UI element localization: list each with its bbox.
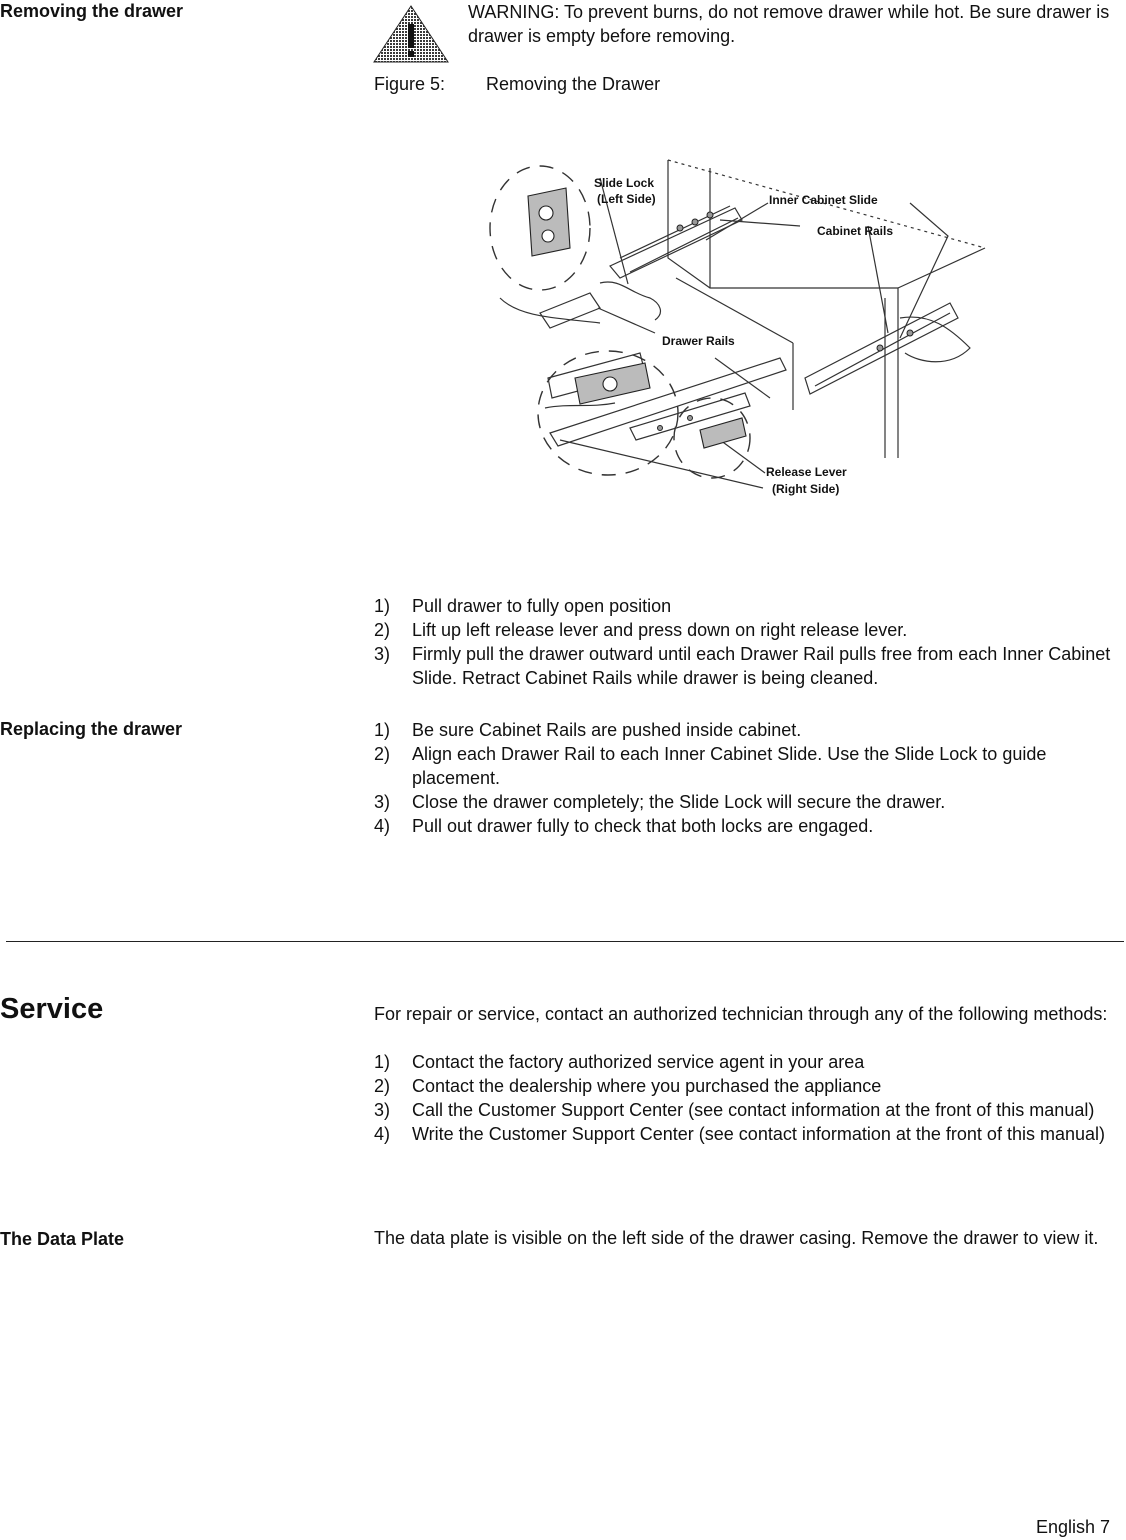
label-inner-cabinet-slide: Inner Cabinet Slide — [769, 193, 878, 207]
step-text: Align each Drawer Rail to each Inner Cabinet Slide. Use the Slide Lock to guide placement. — [412, 744, 1047, 788]
label-drawer-rails: Drawer Rails — [662, 334, 735, 348]
list-item — [374, 718, 1114, 742]
label-left-side: (Left Side) — [597, 192, 656, 206]
figure-title: Removing the Drawer — [486, 74, 661, 94]
figure-number: Figure 5: — [374, 74, 446, 94]
list-item — [374, 742, 1114, 790]
step-text: Firmly pull the drawer outward until each Drawer Rail pulls free from each Inner Cabinet Slide. Retract Cabinet Rails while drawer is being cleaned. — [412, 644, 1111, 688]
data-plate-heading: The Data Plate — [0, 1229, 125, 1249]
removing-steps-list — [374, 594, 1114, 690]
label-right-side: (Right Side) — [772, 482, 840, 496]
step-text: Pull out drawer fully to check that both locks are engaged. — [412, 816, 874, 836]
list-item — [374, 790, 1114, 814]
step-number: 4) — [374, 1124, 391, 1144]
step-text: Contact the factory authorized service agent in your area — [412, 1052, 865, 1072]
step-text: Close the drawer completely; the Slide Lock will secure the drawer. — [412, 792, 946, 812]
page-footer: English 7 — [1035, 1517, 1110, 1537]
step-text: Lift up left release lever and press down on right release lever. — [412, 620, 908, 640]
warning-text: WARNING: To prevent burns, do not remove drawer while hot. Be sure drawer is drawer is empty before removing. — [468, 2, 1110, 46]
step-number: 3) — [374, 1100, 391, 1120]
step-number: 2) — [374, 620, 391, 640]
step-text: Pull drawer to fully open position — [412, 596, 672, 616]
replacing-steps-list — [374, 718, 1114, 838]
step-number: 1) — [374, 720, 391, 740]
step-number: 4) — [374, 816, 391, 836]
list-item — [374, 814, 1114, 838]
step-number: 2) — [374, 744, 391, 764]
list-item — [374, 1050, 1114, 1074]
list-item — [374, 1122, 1114, 1146]
service-intro: For repair or service, contact an authorized technician through any of the following methods: — [374, 1004, 1108, 1024]
service-heading: Service — [0, 993, 104, 1025]
step-text: Be sure Cabinet Rails are pushed inside cabinet. — [412, 720, 802, 740]
step-text: Call the Customer Support Center (see contact information at the front of this manual) — [412, 1100, 1095, 1120]
figure-caption — [374, 72, 660, 96]
label-cabinet-rails: Cabinet Rails — [817, 224, 894, 238]
data-plate-text: The data plate is visible on the left side of the drawer casing. Remove the drawer to view it. — [374, 1228, 1099, 1248]
step-number: 2) — [374, 1076, 391, 1096]
step-text: Contact the dealership where you purchased the appliance — [412, 1076, 882, 1096]
list-item — [374, 594, 1114, 618]
drawer-removal-illustration — [480, 148, 1000, 520]
removing-drawer-heading: Removing the drawer — [0, 1, 184, 21]
label-release-lever: Release Lever — [766, 465, 847, 479]
step-number: 3) — [374, 644, 391, 664]
warning-triangle-icon — [372, 4, 450, 64]
list-item — [374, 1074, 1114, 1098]
step-text: Write the Customer Support Center (see contact information at the front of this manual) — [412, 1124, 1105, 1144]
list-item — [374, 618, 1114, 642]
label-slide-lock: Slide Lock — [594, 176, 655, 190]
section-divider — [6, 941, 1124, 942]
replacing-drawer-heading: Replacing the drawer — [0, 719, 183, 739]
step-number: 1) — [374, 596, 391, 616]
list-item — [374, 642, 1114, 690]
step-number: 3) — [374, 792, 391, 812]
list-item — [374, 1098, 1114, 1122]
step-number: 1) — [374, 1052, 391, 1072]
service-steps-list — [374, 1050, 1114, 1146]
